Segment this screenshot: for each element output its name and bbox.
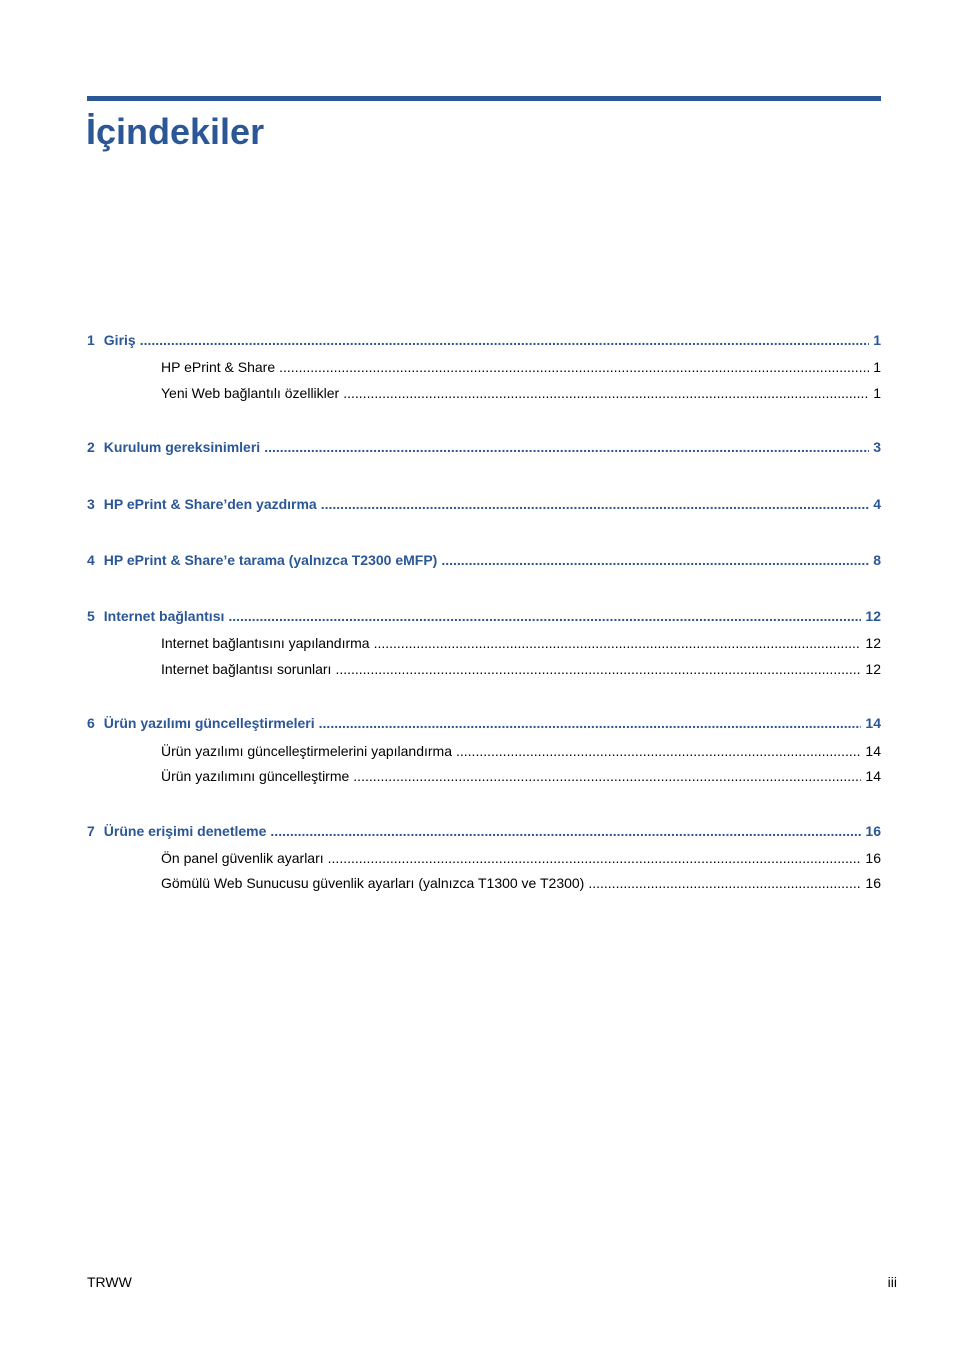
page-title: İçindekiler (86, 111, 265, 152)
footer-page-number: iii (887, 1274, 897, 1290)
toc-chapter-3[interactable] (87, 494, 881, 514)
section-title: Ürün yazılımı güncelleştirmelerini yapılandırma (161, 743, 452, 759)
chapter-number: 5 (87, 608, 95, 624)
dot-leader (270, 821, 861, 841)
toc-chapter-5[interactable] (87, 606, 881, 626)
dot-leader (456, 741, 861, 761)
page-number: 1 (873, 332, 881, 348)
dot-leader (441, 550, 869, 570)
toc-chapter-2[interactable] (87, 437, 881, 457)
dot-leader (279, 357, 869, 377)
dot-leader (588, 873, 861, 893)
page-number: 12 (865, 608, 881, 624)
section-title: Internet bağlantısını yapılandırma (161, 635, 370, 651)
toc-section-6-1[interactable] (161, 741, 881, 761)
page-number: 3 (873, 439, 881, 455)
section-title: Yeni Web bağlantılı özellikler (161, 385, 340, 401)
toc-section-5-2[interactable] (161, 659, 881, 679)
dot-leader (353, 766, 861, 786)
page-number: 16 (865, 875, 881, 891)
page-number: 1 (873, 385, 881, 401)
page-number: 8 (873, 552, 881, 568)
dot-leader (321, 494, 869, 514)
page-number: 16 (865, 823, 881, 839)
dot-leader (140, 330, 870, 350)
chapter-title: HP ePrint & Share’den yazdırma (103, 496, 317, 512)
section-title: Ön panel güvenlik ayarları (161, 850, 324, 866)
page-number: 16 (865, 850, 881, 866)
chapter-title: Kurulum gereksinimleri (103, 439, 261, 455)
section-title: HP ePrint & Share (161, 359, 276, 375)
title-rule (87, 96, 881, 101)
toc-chapter-7[interactable] (87, 821, 881, 841)
dot-leader (335, 659, 861, 679)
toc-section-5-1[interactable] (161, 633, 881, 653)
dot-leader (343, 383, 869, 403)
dot-leader (264, 437, 869, 457)
page-number: 12 (865, 661, 881, 677)
dot-leader (228, 606, 861, 626)
chapter-number: 4 (87, 552, 95, 568)
toc-section-7-2[interactable] (161, 873, 881, 893)
section-title: Ürün yazılımını güncelleştirme (161, 768, 350, 784)
toc-section-7-1[interactable] (161, 848, 881, 868)
toc-section-1-2[interactable] (161, 383, 881, 403)
section-title: Internet bağlantısı sorunları (161, 661, 332, 677)
chapter-title: Internet bağlantısı (103, 608, 225, 624)
toc-chapter-6[interactable] (87, 713, 881, 733)
page-number: 14 (865, 715, 881, 731)
chapter-number: 7 (87, 823, 95, 839)
toc-chapter-1[interactable] (87, 330, 881, 350)
toc-chapter-4[interactable] (87, 550, 881, 570)
chapter-number: 1 (87, 332, 95, 348)
page-number: 12 (865, 635, 881, 651)
page-number: 14 (865, 743, 881, 759)
page-number: 1 (873, 359, 881, 375)
toc-section-6-2[interactable] (161, 766, 881, 786)
toc-section-1-1[interactable] (161, 357, 881, 377)
chapter-title: HP ePrint & Share’e tarama (yalnızca T2300 eMFP) (103, 552, 438, 568)
chapter-title: Giriş (103, 332, 136, 348)
chapter-title: Ürün yazılımı güncelleştirmeleri (103, 715, 315, 731)
page-number: 14 (865, 768, 881, 784)
dot-leader (328, 848, 862, 868)
chapter-title: Ürüne erişimi denetleme (103, 823, 267, 839)
page-number: 4 (873, 496, 881, 512)
footer-doc-code: TRWW (87, 1274, 132, 1290)
section-title: Gömülü Web Sunucusu güvenlik ayarları (yalnızca T1300 ve T2300) (161, 875, 585, 891)
dot-leader (319, 713, 862, 733)
chapter-number: 6 (87, 715, 95, 731)
dot-leader (374, 633, 862, 653)
chapter-number: 3 (87, 496, 95, 512)
chapter-number: 2 (87, 439, 95, 455)
